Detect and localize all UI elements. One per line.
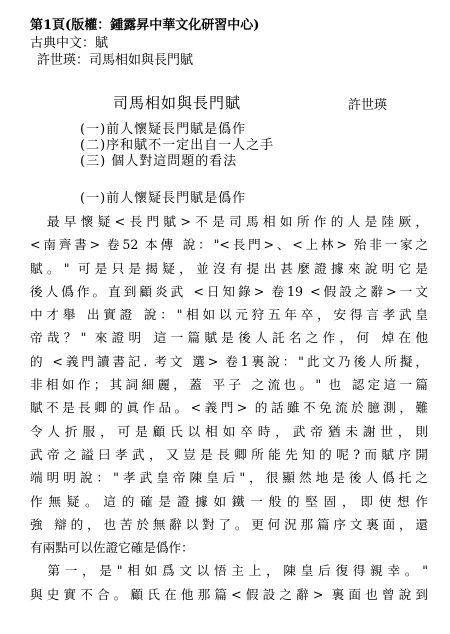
- body-line: 武帝之謚曰孝武，又豈是長卿所能先知的呢?而賦序開: [30, 446, 428, 462]
- body-line: 第一，是"相如爲文以悟主上，陳皇后復得親幸。": [30, 563, 428, 579]
- body-line: 非相如作；其詞細麗，蓋 平子 之流也。" 也 認定這一篇: [30, 377, 428, 393]
- body-line: 後人僞作。直到顧炎武 <日知錄> 卷19 <假設之辭>一文: [30, 283, 428, 299]
- body-line: 與史實不合。顧氏在他那篇<假設之辭> 裏面也曾說到: [30, 586, 428, 602]
- article-author: 許世瑛: [348, 98, 388, 113]
- article-title: 司馬相如與長門賦: [113, 94, 242, 112]
- category-line: 古典中文：賦: [30, 36, 109, 51]
- body-line: 強 辯的，也苦於無辭以對了。更何況那篇序文裏面，還: [30, 516, 428, 532]
- body-line: 的 <義門讀書記. 考文 選> 卷1裏說："此文乃後人所擬，: [30, 353, 428, 369]
- section-heading: (一)前人懷疑長門賦是僞作: [80, 191, 247, 206]
- toc-item-2: (二)序和賦不一定出自一人之手: [80, 138, 275, 153]
- toc-item-3: (三) 個人對這問題的看法: [80, 154, 238, 169]
- copyright-line: 第1頁(版權：鍾露昇中華文化研習中心): [30, 18, 260, 33]
- title-row: [0, 92, 450, 112]
- body-line: 最早懷疑<長門賦>不是司馬相如所作的人是陸厥，: [30, 214, 428, 229]
- body-line: 賦不是長卿的眞作品。<義門> 的話雖不免流於臆測，難: [30, 400, 428, 416]
- body-line: <南齊書> 卷52 本傳 說："<長門>、<上林> 殆非一家之: [30, 237, 428, 253]
- body-line: 有兩點可以佐證它確是僞作：: [30, 540, 194, 556]
- body-line: 中才舉 出實證 說："相如以元狩五年卒，安得言孝武皇: [30, 307, 428, 323]
- body-text: [30, 210, 428, 606]
- toc-item-1: (一)前人懷疑長門賦是僞作: [80, 122, 247, 137]
- body-line: 帝哉？" 來證明 這一篇賦是後人託名之作，何 焯在他: [30, 330, 428, 346]
- body-line: 端明明說："孝武皇帝陳皇后"，很顯然地是後人僞托之: [30, 470, 428, 486]
- body-line: 作無疑。這的確是證據如鐵一般的堅固，即使想作: [30, 493, 428, 509]
- body-line: 令人折服，可是顧氏以相如卒時，武帝猶未謝世，則: [30, 423, 428, 439]
- body-line: 賦。" 可是只是揭疑，並沒有提出甚麼證據來說明它是: [30, 260, 428, 276]
- entry-line: 許世瑛：司馬相如與長門賦: [37, 53, 194, 68]
